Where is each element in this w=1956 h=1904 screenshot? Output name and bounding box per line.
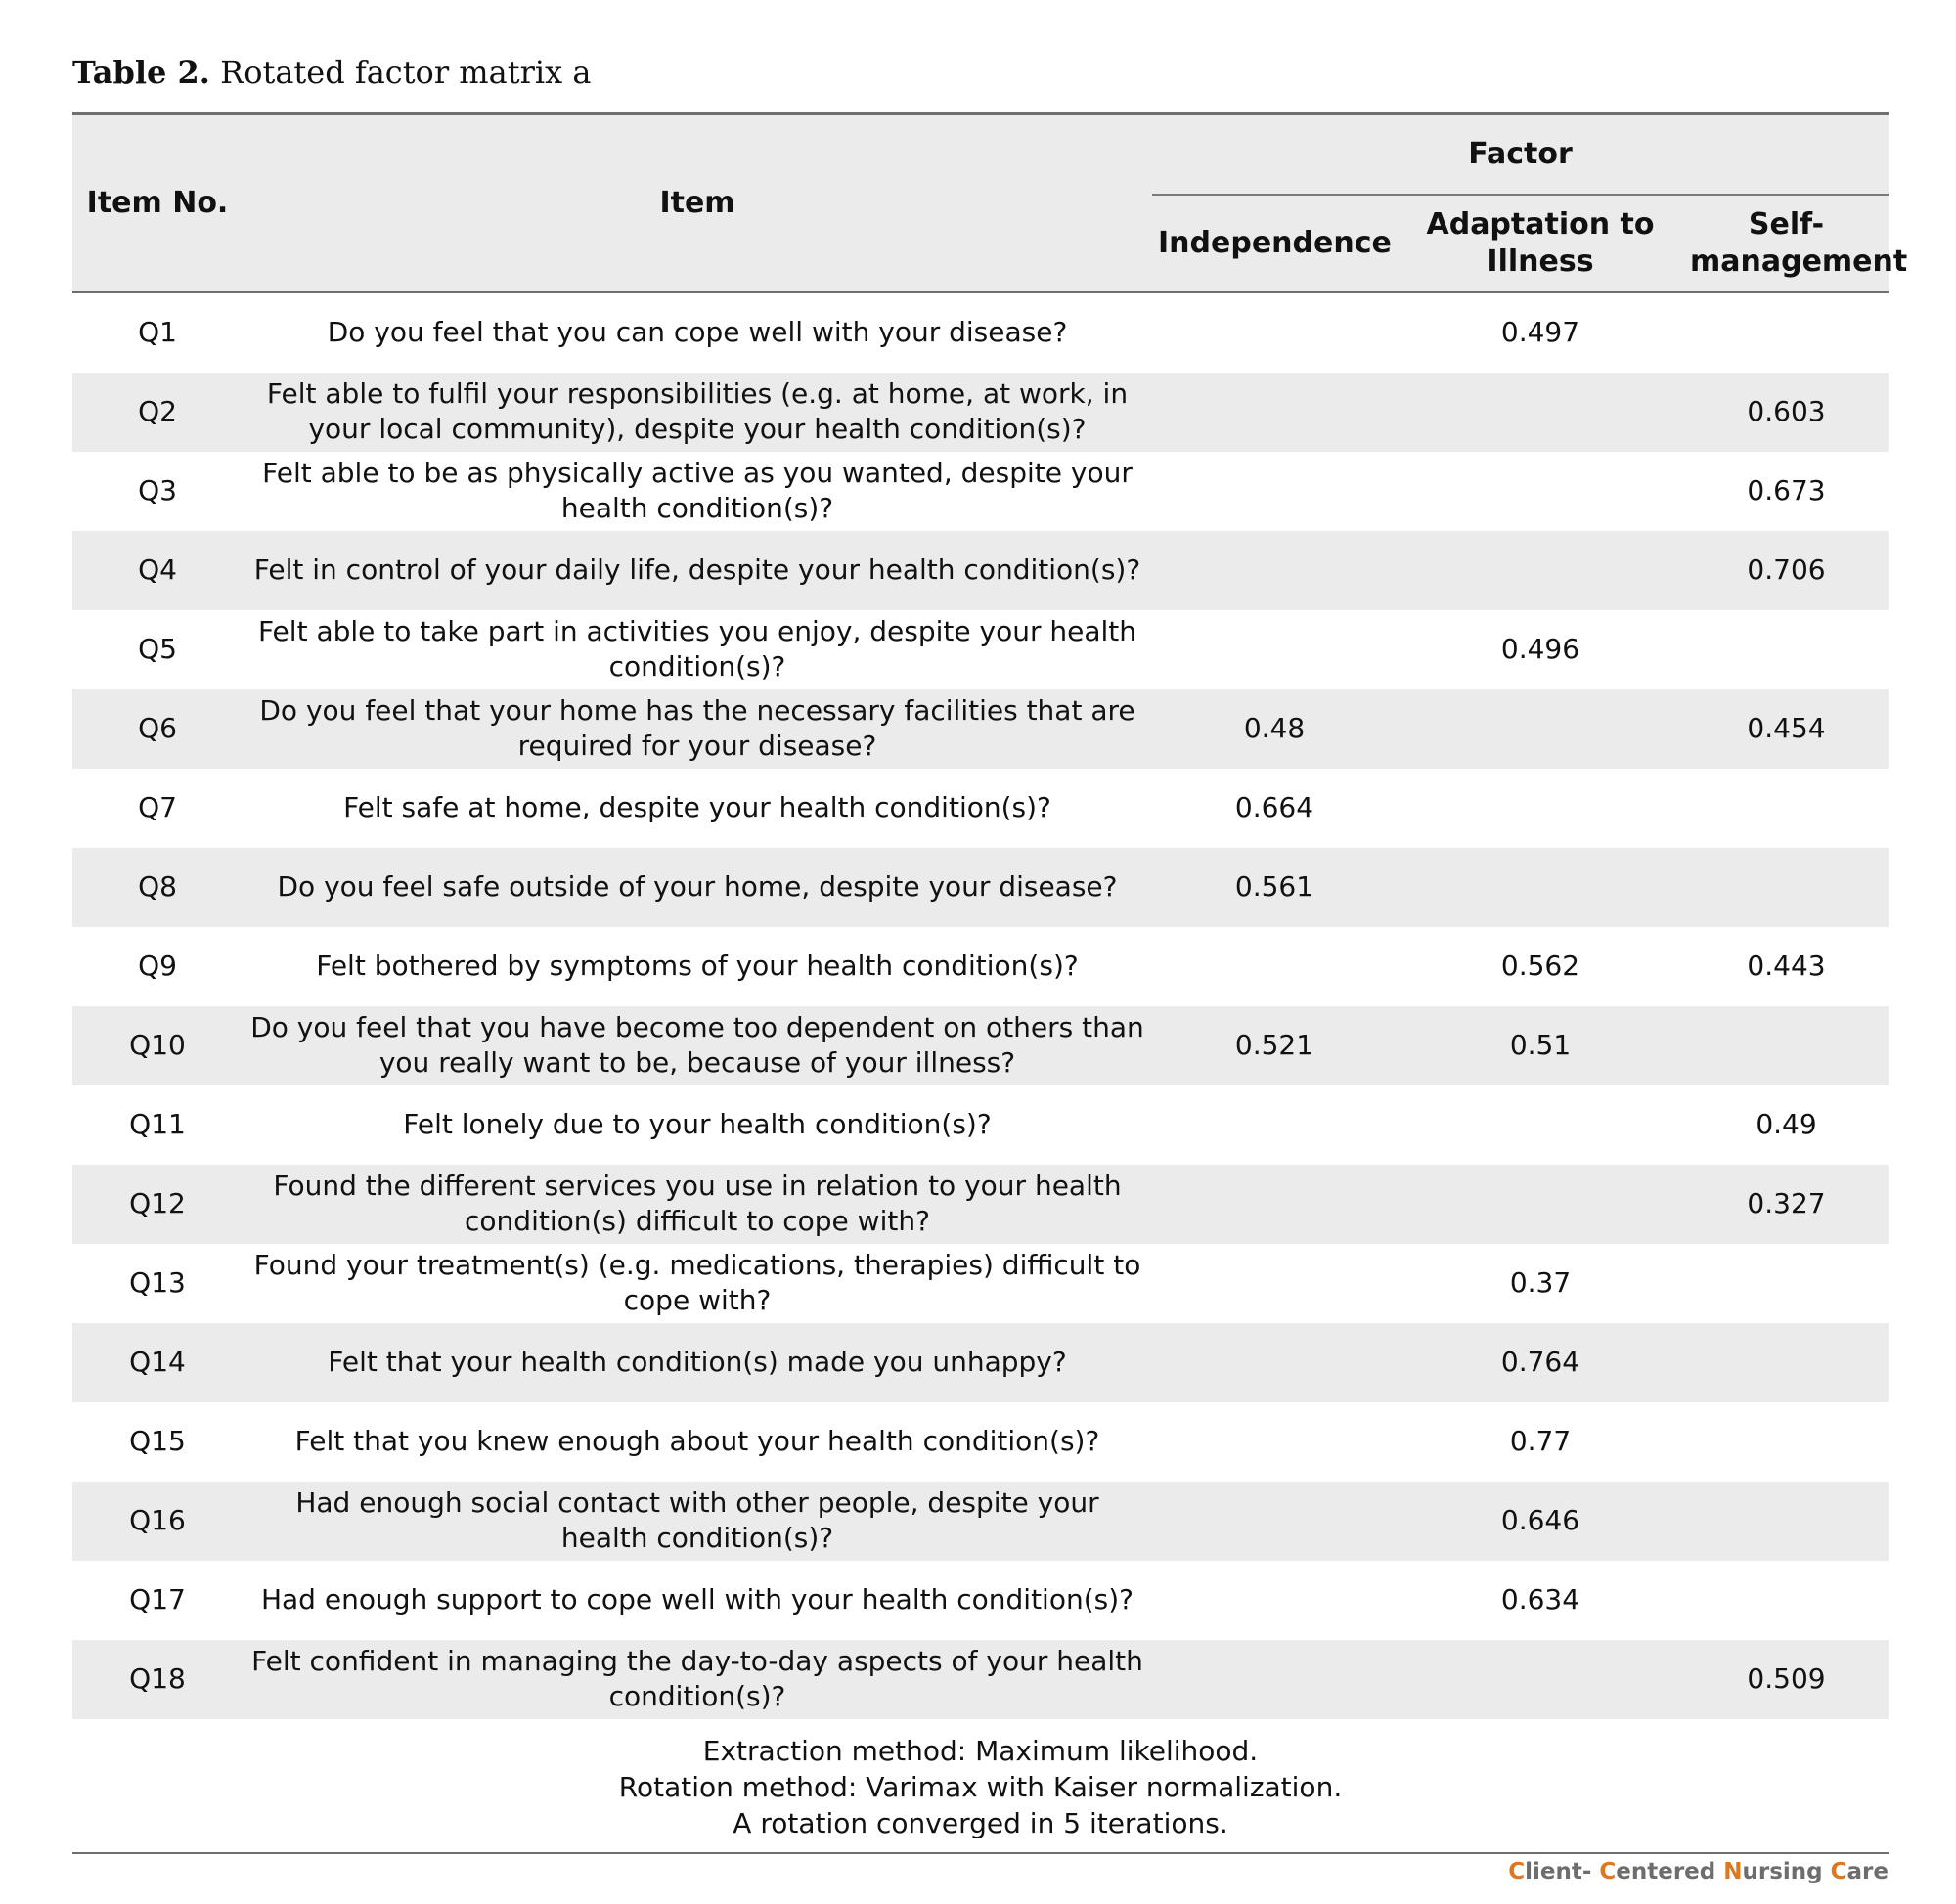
table-row [72,1244,1889,1323]
cell-item-text: Felt in control of your daily life, despite your health condition(s)? [243,531,1152,610]
cell-item-text: Felt able to be as physically active as you wanted, despite your health condition(s)? [262,457,1133,524]
brand-word-rest: entered [1616,1859,1724,1884]
cell-independence [1152,452,1397,531]
table-row [72,769,1889,848]
cell-self-management [1684,1323,1889,1402]
table-caption [72,53,591,92]
journal-brand-logo [1508,1857,1889,1886]
table-row [72,1006,1889,1085]
cell-adaptation [1397,1085,1684,1165]
table-row [72,373,1889,452]
table-caption-label: Table 2. [72,54,210,91]
brand-initial: N [1723,1859,1743,1884]
table-notes-row [72,1719,1889,1853]
cell-independence [1152,1244,1397,1323]
cell-adaptation [1397,1640,1684,1719]
table-row [72,531,1889,610]
cell-adaptation: 0.496 [1500,633,1580,665]
cell-item-text: Do you feel that your home has the necessary facilities that are required for your disease? [243,689,1152,769]
cell-adaptation: 0.77 [1509,1425,1572,1457]
cell-item-text: Felt safe at home, despite your health condition(s)? [343,791,1051,823]
cell-self-management [1684,1561,1889,1640]
header-independence: Independence [1152,195,1397,292]
cell-independence [1152,610,1397,689]
table-row [72,927,1889,1006]
cell-independence [1152,1482,1397,1561]
cell-item-no: Q1 [138,316,177,348]
cell-self-management: 0.509 [1684,1640,1889,1719]
cell-self-management [1684,848,1889,927]
cell-self-management [1684,1244,1889,1323]
table-row [72,452,1889,531]
table-row [72,1085,1889,1165]
cell-adaptation [1397,1165,1684,1244]
brand-word-rest: are [1846,1859,1889,1884]
cell-self-management [1684,769,1889,848]
table-body [72,292,1889,1853]
cell-item-no: Q17 [129,1583,186,1616]
table-row [72,292,1889,373]
cell-adaptation [1397,848,1684,927]
cell-item-text: Found your treatment(s) (e.g. medications, therapies) difficult to cope with? [253,1249,1141,1316]
cell-item-text: Felt able to fulfil your responsibilities (e.g. at home, at work, in your local community), despite your health condition(s)? [243,373,1152,452]
note-extraction-method: Extraction method: Maximum likelihood. [702,1735,1259,1767]
rotated-factor-matrix-table [72,112,1908,1854]
cell-self-management: 0.327 [1684,1165,1889,1244]
cell-item-text: Felt lonely due to your health condition(s)? [403,1108,992,1140]
cell-item-no: Q12 [72,1165,243,1244]
cell-item-no: Q9 [138,950,177,982]
cell-independence: 0.521 [1152,1006,1397,1085]
table-row [72,1323,1889,1402]
table-row [72,1561,1889,1640]
table-header [72,114,1908,292]
brand-initial: C [1508,1859,1526,1884]
cell-adaptation: 0.764 [1397,1323,1684,1402]
cell-self-management: 0.443 [1747,950,1826,982]
cell-item-no: Q10 [72,1006,243,1085]
cell-self-management: 0.49 [1756,1108,1817,1140]
table-row [72,1402,1889,1482]
cell-independence [1152,1323,1397,1402]
factor-table-frame [72,112,1908,1854]
cell-item-text: Felt able to take part in activities you enjoy, despite your health condition(s)? [257,615,1136,683]
cell-adaptation: 0.634 [1500,1583,1580,1616]
note-rotation-method: Rotation method: Varimax with Kaiser normalization. [618,1771,1343,1803]
cell-independence [1152,373,1397,452]
header-adaptation: Adaptation to Illness [1397,195,1684,292]
cell-independence [1152,927,1397,1006]
table-caption-text: Rotated factor matrix a [220,54,592,91]
cell-independence [1152,531,1397,610]
cell-item-text: Had enough support to cope well with your health condition(s)? [260,1583,1134,1616]
cell-independence: 0.48 [1152,689,1397,769]
cell-item-no: Q13 [129,1266,186,1299]
cell-adaptation: 0.562 [1500,950,1580,982]
cell-item-no: Q3 [138,474,177,507]
cell-adaptation [1397,531,1684,610]
cell-independence [1152,1561,1397,1640]
cell-item-no: Q7 [138,791,177,823]
cell-item-no: Q2 [72,373,243,452]
table-row [72,610,1889,689]
cell-self-management [1684,610,1889,689]
cell-adaptation: 0.37 [1509,1266,1572,1299]
cell-independence: 0.561 [1152,848,1397,927]
brand-word-rest: lient- [1525,1859,1600,1884]
cell-adaptation: 0.497 [1500,316,1580,348]
cell-item-no: Q16 [72,1482,243,1561]
note-convergence: A rotation converged in 5 iterations. [733,1807,1228,1839]
cell-independence [1152,1165,1397,1244]
cell-independence [1152,1402,1397,1482]
cell-item-no: Q8 [72,848,243,927]
table-row [72,689,1889,769]
brand-initial: C [1830,1859,1847,1884]
cell-self-management [1684,292,1889,373]
cell-self-management: 0.603 [1684,373,1889,452]
cell-adaptation [1397,452,1684,531]
table-row [72,1640,1889,1719]
cell-item-text: Found the different services you use in relation to your health condition(s) difficult to cope with? [243,1165,1152,1244]
cell-self-management [1684,1482,1889,1561]
cell-self-management: 0.706 [1684,531,1889,610]
cell-adaptation [1397,769,1684,848]
table-row [72,848,1889,927]
cell-item-no: Q6 [72,689,243,769]
brand-initial: C [1599,1859,1617,1884]
cell-independence: 0.664 [1234,791,1314,823]
cell-independence [1152,1085,1397,1165]
cell-item-text: Do you feel that you can cope well with your disease? [327,316,1068,348]
cell-item-no: Q11 [129,1108,186,1140]
cell-self-management: 0.673 [1747,474,1826,507]
brand-word-rest: ursing [1742,1859,1831,1884]
header-item: Item [243,114,1152,292]
cell-adaptation: 0.646 [1397,1482,1684,1561]
header-self-management: Self-management [1684,195,1889,292]
cell-item-no: Q4 [72,531,243,610]
header-item-no: Item No. [72,114,243,292]
cell-item-no: Q15 [129,1425,186,1457]
cell-item-text: Felt bothered by symptoms of your health condition(s)? [316,950,1079,982]
header-factor: Factor [1152,114,1889,195]
cell-self-management [1684,1006,1889,1085]
cell-adaptation [1397,373,1684,452]
cell-item-no: Q18 [72,1640,243,1719]
cell-adaptation [1397,689,1684,769]
cell-independence [1152,1640,1397,1719]
cell-self-management: 0.454 [1684,689,1889,769]
cell-independence [1152,292,1397,373]
cell-adaptation: 0.51 [1397,1006,1684,1085]
cell-item-no: Q5 [138,633,177,665]
cell-item-text: Felt that your health condition(s) made you unhappy? [243,1323,1152,1402]
cell-item-no: Q14 [72,1323,243,1402]
cell-item-text: Had enough social contact with other people, despite your health condition(s)? [243,1482,1152,1561]
table-row [72,1482,1889,1561]
table-notes [72,1719,1889,1853]
cell-item-text: Felt that you knew enough about your health condition(s)? [294,1425,1100,1457]
cell-item-text: Felt confident in managing the day-to-day aspects of your health condition(s)? [243,1640,1152,1719]
cell-item-text: Do you feel that you have become too dependent on others than you really want to be, because of your illness? [243,1006,1152,1085]
table-row [72,1165,1889,1244]
cell-self-management [1684,1402,1889,1482]
cell-item-text: Do you feel safe outside of your home, despite your disease? [243,848,1152,927]
